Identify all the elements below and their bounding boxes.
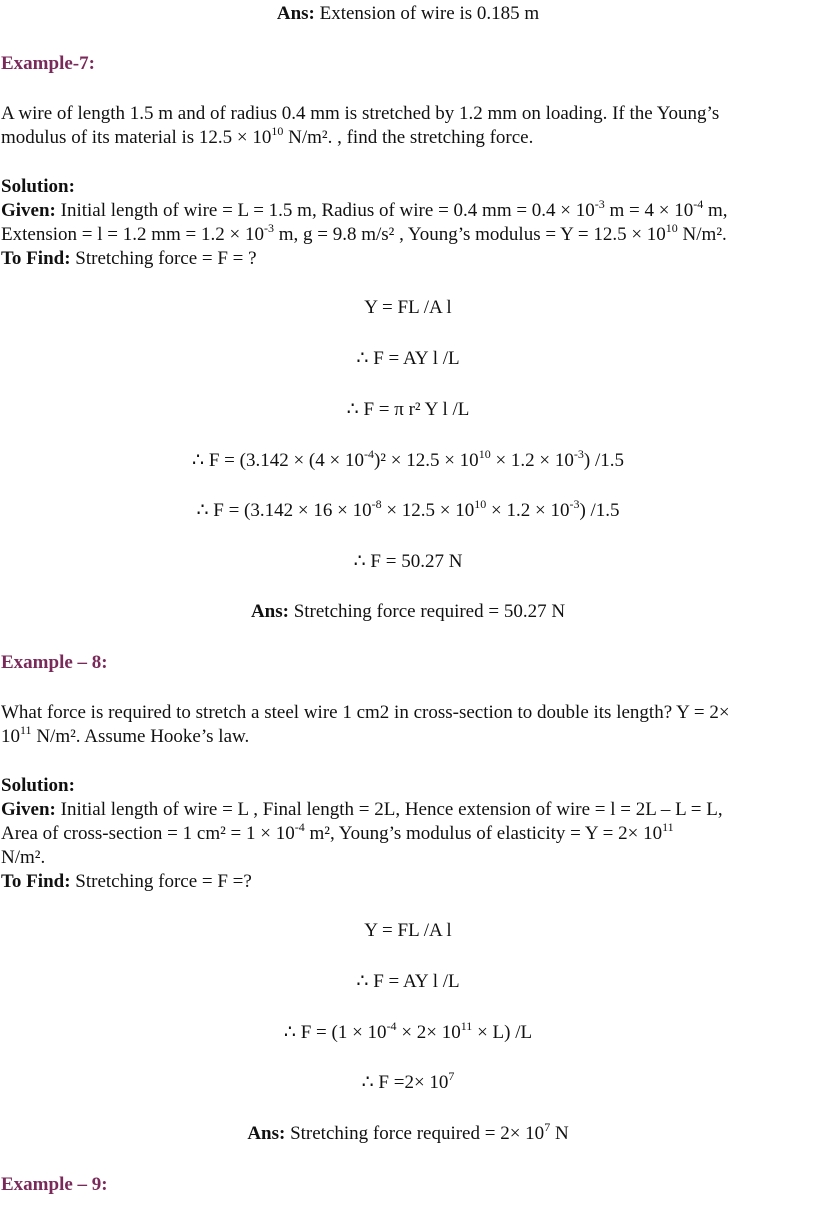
example-8-solution-label: Solution: [1, 775, 75, 796]
example-7-equation-6: ∴ F = 50.27 N [353, 551, 463, 572]
example-8-equation-1: Y = FL /A l [364, 920, 452, 941]
example-8-given-line-1: Given: Initial length of wire = L , Final length = 2L, Hence extension of wire = l = 2L – L = L, [1, 799, 723, 820]
example-7-problem-line-2: modulus of its material is $12.5 \times 10^{10}$ N/m². , find the stretching force. [1, 124, 534, 148]
example-7-equation-5: ∴ $F = (3.142 \times 16 \times 10^{-8} \times 12.5 \times 10^{10} \times 1.2 \times 10^{-3})$ /1.5 [196, 497, 620, 521]
example-8-problem-line-1: What force is required to stretch a steel wire 1 cm2 in cross-section to double its length? Y = 2× [1, 702, 730, 723]
example-7-equation-2: ∴ F = AY l /L [356, 348, 460, 369]
example-8-heading: Example – 8: [1, 652, 108, 673]
example-8-given-line-3: N/m². [1, 847, 46, 868]
example-8-to-find: To Find: Stretching force = F =? [1, 871, 252, 892]
example-7-solution-label: Solution: [1, 176, 75, 197]
example-8-given-line-2: Area of cross-section = 1 $cm^2 = 1 \times 10^{-4}$ m², Young’s modulus of elasticity = $Y = 2\times 10^{11}$ [1, 820, 674, 844]
example-7-equation-3: ∴ F = π r² Y l /L [346, 399, 470, 420]
answer-example-6: Ans: Extension of wire is 0.185 m [276, 3, 540, 24]
example-7-given-line-2: Extension = l = 1.2 mm = $1.2 \times 10^{-3}$ m, g = 9.8 m/s² , Young’s modulus = $Y = 12.5 \times 10^{10}$ N/m². [1, 221, 727, 245]
example-8-equation-2: ∴ F = AY l /L [356, 971, 460, 992]
example-7-equation-4: ∴ $F = (3.142 \times (4 \times 10^{-4})^2 \times 12.5 \times 10^{10} \times 1.2 \times 10^{-3})$ /1.5 [192, 447, 624, 471]
example-8-equation-4: ∴ $F =2\times 10^7$ [361, 1069, 455, 1093]
example-8-equation-3: ∴ $F = (1 \times 10^{-4} \times 2\times 10^{11} \times L)$ /L [283, 1019, 533, 1043]
example-7-heading: Example-7: [1, 53, 95, 74]
example-8-answer: Ans: Stretching force required = $2\times 10^7$ N [247, 1120, 569, 1144]
example-7-equation-1: Y = FL /A l [364, 297, 452, 318]
example-9-heading: Example – 9: [1, 1174, 108, 1195]
example-7-to-find: To Find: Stretching force = F = ? [1, 248, 257, 269]
example-7-problem-line-1: A wire of length 1.5 m and of radius 0.4 mm is stretched by 1.2 mm on loading. If the Young’s [1, 103, 720, 124]
example-8-problem-line-2: $10^{11}$ N/m². Assume Hooke’s law. [1, 723, 250, 747]
example-7-answer: Ans: Stretching force required = 50.27 N [250, 601, 566, 622]
example-7-given-line-1: Given: Initial length of wire = L = 1.5 m, Radius of wire = 0.4 mm = $0.4 \times 10^{-3}$ $m = 4 \times 10^{-4}$ m, [1, 197, 728, 221]
